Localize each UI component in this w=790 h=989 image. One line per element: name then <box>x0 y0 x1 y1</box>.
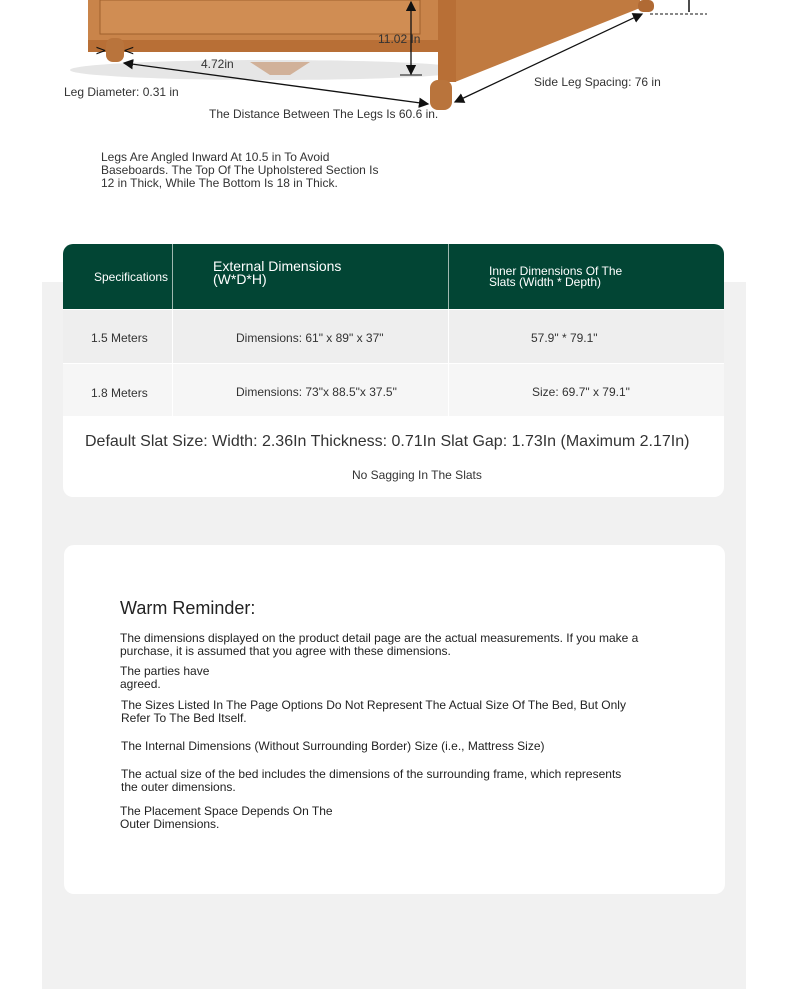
legs-angle-note: Legs Are Angled Inward At 10.5 in To Avoid Baseboards. The Top Of The Upholstered Section Is 12 in Thick, While The Bottom Is 18 in Thick. <box>101 150 379 190</box>
bed-dimension-diagram <box>0 0 790 230</box>
reminder-paragraph: The Placement Space Depends On The Outer Dimensions. <box>120 804 333 831</box>
header-divider <box>448 244 449 309</box>
cell-external: Dimensions: 61" x 89" x 37" <box>236 331 384 345</box>
legs-distance-label: The Distance Between The Legs Is 60.6 in. <box>209 107 439 121</box>
svg-text:>: > <box>95 43 107 59</box>
table-row <box>63 310 724 363</box>
header-divider <box>172 244 173 309</box>
spec-table-card <box>63 244 724 497</box>
cell-external: Dimensions: 73"x 88.5"x 37.5" <box>236 385 397 399</box>
height-label: 11.02 In <box>378 32 421 46</box>
slat-size-text: Default Slat Size: Width: 2.36In Thickness: 0.71In Slat Gap: 1.73In (Maximum 2.17In) <box>85 433 690 450</box>
table-row <box>63 364 724 416</box>
row-divider <box>172 310 173 363</box>
header-inner-dimensions: Inner Dimensions Of The Slats (Width * Depth) <box>489 264 623 289</box>
reminder-paragraph: The actual size of the bed includes the dimensions of the surrounding frame, which represents the outer dimensions. <box>121 767 622 794</box>
leg-diameter-label: Leg Diameter: 0.31 in <box>64 85 179 99</box>
header-external-dimensions: External Dimensions (W*D*H) <box>213 258 342 287</box>
reminder-paragraph: The Sizes Listed In The Page Options Do Not Represent The Actual Size Of The Bed, But Only Refer To The Bed Itself. <box>121 698 626 725</box>
reminder-paragraph: The dimensions displayed on the product detail page are the actual measurements. If you make a purchase, it is assumed that you agree with these dimensions. <box>120 631 639 658</box>
reminder-paragraph: The Internal Dimensions (Without Surrounding Border) Size (i.e., Mattress Size) <box>121 739 545 753</box>
spec-table-header <box>63 244 724 309</box>
warm-reminder-card <box>64 545 725 894</box>
cell-inner: 57.9" * 79.1" <box>531 331 598 345</box>
header-specifications: Specifications <box>94 270 169 284</box>
cell-spec: 1.5 Meters <box>91 331 148 345</box>
cell-spec: 1.8 Meters <box>91 386 148 400</box>
slat-note-text: No Sagging In The Slats <box>352 468 482 482</box>
row-divider <box>448 364 449 416</box>
cell-inner: Size: 69.7" x 79.1" <box>532 385 630 399</box>
leg-offset-label: 4.72in <box>201 57 234 71</box>
side-leg-spacing-label: Side Leg Spacing: 76 in <box>534 75 661 89</box>
row-divider <box>172 364 173 416</box>
row-divider <box>448 310 449 363</box>
reminder-paragraph: The parties have agreed. <box>120 664 210 691</box>
svg-text:<: < <box>123 43 135 59</box>
reminder-title: Warm Reminder: <box>120 598 256 618</box>
